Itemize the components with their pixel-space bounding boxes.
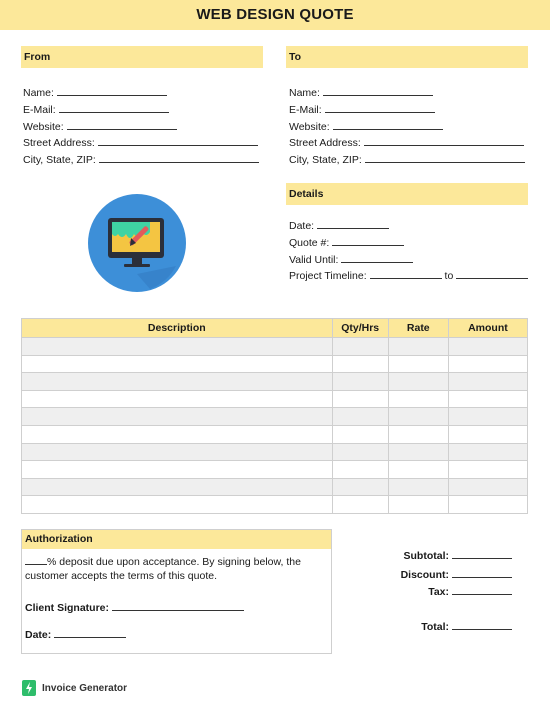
subtotal-field[interactable]: Subtotal: bbox=[404, 548, 513, 562]
table-cell[interactable] bbox=[448, 425, 527, 443]
to-name-field[interactable]: Name: bbox=[289, 85, 525, 102]
table-cell[interactable] bbox=[388, 461, 448, 479]
to-website-field[interactable]: Website: bbox=[289, 119, 525, 136]
client-signature-field[interactable]: Client Signature: bbox=[25, 600, 244, 614]
table-cell[interactable] bbox=[332, 390, 388, 408]
table-cell[interactable] bbox=[388, 390, 448, 408]
table-row bbox=[22, 355, 528, 373]
table-cell[interactable] bbox=[448, 373, 527, 391]
discount-field[interactable]: Discount: bbox=[401, 567, 512, 581]
details-heading: Details bbox=[286, 183, 528, 205]
table-cell[interactable] bbox=[388, 355, 448, 373]
table-body bbox=[22, 338, 528, 514]
to-email-field[interactable]: E-Mail: bbox=[289, 102, 525, 119]
table-cell[interactable] bbox=[22, 338, 333, 356]
table-cell[interactable] bbox=[22, 373, 333, 391]
table-cell[interactable] bbox=[332, 496, 388, 514]
table-row bbox=[22, 425, 528, 443]
valid-until-field[interactable]: Valid Until: bbox=[289, 252, 528, 269]
amount-header: Amount bbox=[448, 319, 527, 338]
details-fields bbox=[289, 218, 528, 285]
table-cell[interactable] bbox=[388, 373, 448, 391]
brand-name: Invoice Generator bbox=[42, 682, 128, 694]
table-row bbox=[22, 443, 528, 461]
table-cell[interactable] bbox=[388, 443, 448, 461]
description-header: Description bbox=[22, 319, 333, 338]
table-row bbox=[22, 338, 528, 356]
table-cell[interactable] bbox=[22, 443, 333, 461]
table-header-row bbox=[22, 319, 528, 338]
deposit-terms: % deposit due upon acceptance. By signing below, the customer accepts the terms of this quote. bbox=[25, 556, 301, 582]
authorization-box bbox=[21, 529, 332, 654]
monitor-paint-brush-icon bbox=[88, 194, 186, 292]
table-cell[interactable] bbox=[332, 461, 388, 479]
table-cell[interactable] bbox=[388, 408, 448, 426]
line-items-table bbox=[21, 318, 528, 514]
table-cell[interactable] bbox=[22, 408, 333, 426]
table-cell[interactable] bbox=[448, 478, 527, 496]
tax-field[interactable]: Tax: bbox=[428, 584, 512, 598]
to-street-field[interactable]: Street Address: bbox=[289, 135, 525, 152]
authorization-heading: Authorization bbox=[22, 530, 331, 549]
table-cell[interactable] bbox=[22, 496, 333, 514]
table-cell[interactable] bbox=[388, 496, 448, 514]
auth-date-field[interactable]: Date: bbox=[25, 627, 126, 641]
table-cell[interactable] bbox=[448, 496, 527, 514]
deposit-percent-field[interactable] bbox=[25, 554, 47, 565]
table-row bbox=[22, 373, 528, 391]
table-cell[interactable] bbox=[22, 425, 333, 443]
from-name-field[interactable]: Name: bbox=[23, 85, 259, 102]
table-row bbox=[22, 390, 528, 408]
document-title: WEB DESIGN QUOTE bbox=[196, 6, 354, 23]
date-field[interactable]: Date: bbox=[289, 218, 528, 235]
table-cell[interactable] bbox=[332, 478, 388, 496]
table-cell[interactable] bbox=[448, 390, 527, 408]
table-cell[interactable] bbox=[332, 373, 388, 391]
from-fields bbox=[23, 85, 259, 169]
table-cell[interactable] bbox=[332, 408, 388, 426]
table-cell[interactable] bbox=[22, 478, 333, 496]
table-row bbox=[22, 461, 528, 479]
lightning-bolt-icon bbox=[22, 680, 36, 696]
from-street-field[interactable]: Street Address: bbox=[23, 135, 259, 152]
table-cell[interactable] bbox=[448, 355, 527, 373]
table-cell[interactable] bbox=[332, 338, 388, 356]
table-row bbox=[22, 408, 528, 426]
rate-header: Rate bbox=[388, 319, 448, 338]
table-cell[interactable] bbox=[332, 443, 388, 461]
table-cell[interactable] bbox=[448, 443, 527, 461]
table-cell[interactable] bbox=[388, 425, 448, 443]
from-website-field[interactable]: Website: bbox=[23, 119, 259, 136]
table-cell[interactable] bbox=[332, 425, 388, 443]
table-cell[interactable] bbox=[22, 355, 333, 373]
table-cell[interactable] bbox=[448, 338, 527, 356]
table-cell[interactable] bbox=[22, 461, 333, 479]
to-city-field[interactable]: City, State, ZIP: bbox=[289, 152, 525, 169]
title-bar bbox=[0, 0, 550, 30]
table-cell[interactable] bbox=[388, 338, 448, 356]
to-fields bbox=[289, 85, 525, 169]
from-email-field[interactable]: E-Mail: bbox=[23, 102, 259, 119]
to-heading: To bbox=[286, 46, 528, 68]
table-cell[interactable] bbox=[22, 390, 333, 408]
from-city-field[interactable]: City, State, ZIP: bbox=[23, 152, 259, 169]
total-field[interactable]: Total: bbox=[421, 619, 512, 633]
table-cell[interactable] bbox=[448, 461, 527, 479]
from-heading: From bbox=[21, 46, 263, 68]
table-row bbox=[22, 478, 528, 496]
qty-hrs-header: Qty/Hrs bbox=[332, 319, 388, 338]
brand-footer[interactable] bbox=[22, 679, 127, 697]
project-timeline-field[interactable]: Project Timeline: to bbox=[289, 268, 528, 285]
quote-number-field[interactable]: Quote #: bbox=[289, 235, 528, 252]
table-cell[interactable] bbox=[388, 478, 448, 496]
table-cell[interactable] bbox=[448, 408, 527, 426]
table-row bbox=[22, 496, 528, 514]
table-cell[interactable] bbox=[332, 355, 388, 373]
